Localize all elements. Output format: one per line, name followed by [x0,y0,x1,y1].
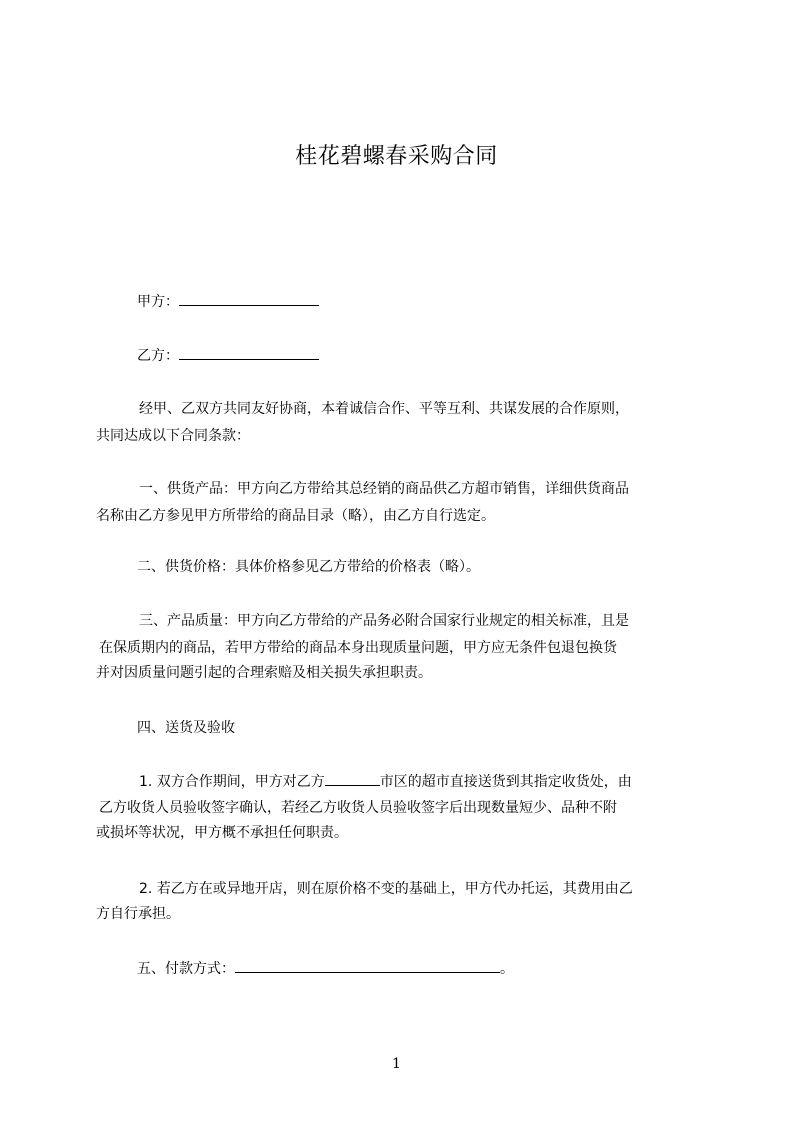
payment-method-blank [235,959,500,973]
clause4-item1-text-post: 市区的超市直接送货到其指定收货处，由 [379,774,632,790]
clause4-item1-text-pre: 1. 双方合作期间，甲方对乙方 [139,774,325,790]
intro-line-1: 经甲、乙双方共同友好协商，本着诚信合作、平等互利、共谋发展的合作原则， [139,401,629,417]
party-a-label: 甲方： [137,294,179,310]
party-b-line [96,346,741,365]
intro-line-2: 共同达成以下合同条款： [96,428,250,444]
document-title: 桂花碧螺春采购合同 [295,144,498,169]
clause4-item2-line-1: 2. 若乙方在或异地开店，则在原价格不变的基础上，甲方代办托运，其费用由乙 [139,881,633,897]
clause3-line-3: 并对因质量问题引起的合理索赔及相关损失承担职责。 [96,665,432,681]
clause4-item2-line-2: 方自行承担。 [96,906,180,922]
party-a-line [96,292,741,311]
page-number: 1 [392,1056,401,1072]
party-b-label: 乙方： [137,348,179,364]
party-a-blank [179,292,319,306]
clause1-line-2: 名称由乙方参见甲方所带给的商品目录（略），由乙方自行选定。 [96,508,495,524]
clause4-item1-line-2: 乙方收货人员验收签字确认，若经乙方收货人员验收签字后出现数量短少、品种不附 [99,800,617,816]
party-b-blank [179,346,319,360]
clause4-item1-line-3: 或损坏等状况，甲方概不承担任何职责。 [96,825,348,841]
clause5-line [96,959,741,978]
clause3-line-2: 在保质期内的商品，若甲方带给的商品本身出现质量问题，甲方应无条件包退包换货 [99,640,617,656]
city-blank [325,772,380,786]
clause3-line-1: 三、产品质量：甲方向乙方带给的产品务必附合国家行业规定的相关标准，且是 [139,613,629,629]
clause4-heading: 四、送货及验收 [137,720,235,736]
clause5-label: 五、付款方式： [137,961,235,977]
clause5-end: 。 [500,961,514,977]
clause1-line-1: 一、供货产品：甲方向乙方带给其总经销的商品供乙方超市销售，详细供货商品 [139,481,629,497]
clause2-line-1: 二、供货价格：具体价格参见乙方带给的价格表（略）。 [137,559,480,575]
clause4-item1-line-1 [96,772,743,791]
